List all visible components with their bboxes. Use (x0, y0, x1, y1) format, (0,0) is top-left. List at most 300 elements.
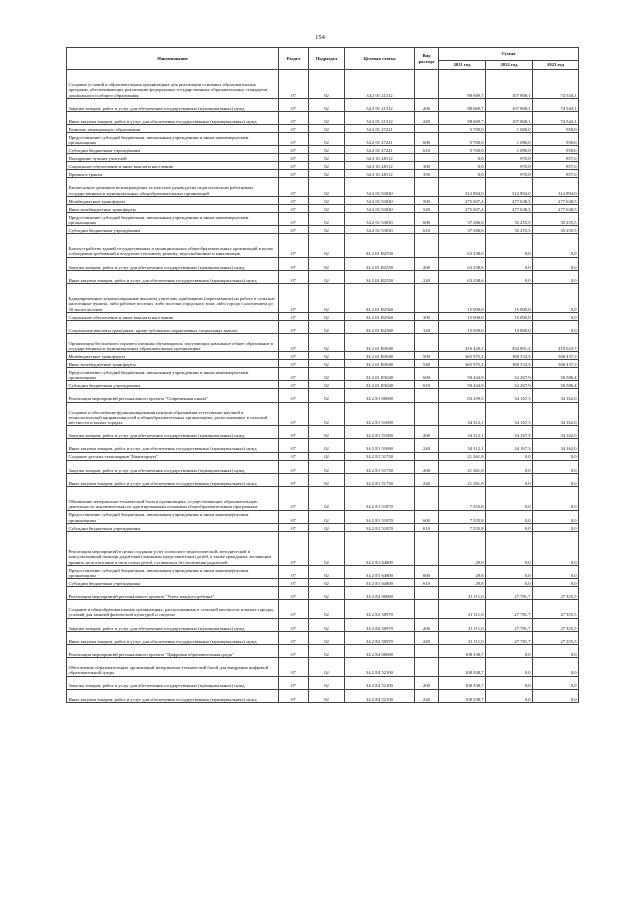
cell-2023: 857,0 (533, 170, 579, 178)
cell-2023: 74 544,1 (533, 111, 579, 124)
cell-name: Реализация мероприятий в целях создания услуг психолого-педагогической, методической и консультативной помощи родителям (законным представителям) детей, а также гражданам, желающим принять на воспитание в свои семьи детей, оставшихся без попечения родителей (67, 531, 279, 565)
cell-target: 34 2 E1 51730 (345, 460, 415, 473)
cell-target: 34 2 E1 64800 (345, 578, 415, 586)
cell-section: 07 (279, 523, 309, 531)
cell-subsection: 02 (309, 600, 345, 618)
cell-expense-type: 200 (415, 426, 439, 439)
cell-subsection: 02 (309, 402, 345, 426)
table-row (67, 146, 579, 154)
cell-2021: 5 700,0 (439, 133, 486, 146)
cell-expense-type: 610 (415, 523, 439, 531)
cell-section: 07 (279, 333, 309, 351)
cell-2022: 380 533,3 (486, 352, 533, 360)
cell-expense-type: 600 (415, 510, 439, 523)
cell-2023: 277 638,5 (533, 196, 579, 204)
table-row (67, 125, 579, 133)
cell-2022: 380 533,3 (486, 360, 533, 368)
cell-target: 34 2 E1 51730 (345, 473, 415, 486)
cell-2021: 416 420,3 (439, 333, 486, 351)
cell-subsection: 02 (309, 586, 345, 599)
cell-name: Предоставление субсидий бюджетным, автономным учреждениям и иным некоммерческим организациям (67, 510, 279, 523)
cell-2021: 63 238,6 (439, 233, 486, 257)
cell-expense-type: 600 (415, 565, 439, 578)
cell-section: 07 (279, 565, 309, 578)
cell-target: 34 2 01 R3040 (345, 333, 415, 351)
page-number: 154 (315, 34, 325, 41)
cell-2023: 35 255,5 (533, 225, 579, 233)
cell-2023: 0,0 (533, 487, 579, 511)
table-row (67, 204, 579, 212)
cell-2023: 27 355,5 (533, 631, 579, 644)
cell-name: Субсидии бюджетным учреждениям (67, 578, 279, 586)
cell-subsection: 02 (309, 196, 345, 204)
cell-subsection: 02 (309, 146, 345, 154)
cell-2021: 63 259,5 (439, 389, 486, 402)
cell-name: Развитие замещающего образования (67, 125, 279, 133)
cell-target: 34 2 E1 51870 (345, 510, 415, 523)
cell-subsection: 02 (309, 618, 345, 631)
cell-name: Организация бесплатного горячего питания обучающихся, получающих начальное общее образование в государственных и муниципальных образовательных организациях (67, 333, 279, 351)
cell-section: 07 (279, 676, 309, 689)
cell-name: Премии и гранты (67, 170, 279, 178)
cell-2022: 15 000,0 (486, 312, 533, 320)
cell-2021: 34 312,1 (439, 402, 486, 426)
cell-2021: 29,8 (439, 565, 486, 578)
cell-expense-type (415, 283, 439, 312)
cell-2021: 15 000,0 (439, 283, 486, 312)
cell-subsection: 02 (309, 531, 345, 565)
cell-subsection: 02 (309, 333, 345, 351)
table-row (67, 312, 579, 320)
cell-2021: 31 111,0 (439, 600, 486, 618)
cell-section: 07 (279, 233, 309, 257)
cell-2022: 1 080,0 (486, 125, 533, 133)
cell-subsection: 02 (309, 510, 345, 523)
cell-target: 34 2 E1 51690 (345, 439, 415, 452)
cell-2021: 0,0 (439, 154, 486, 162)
cell-2022: 34 167,3 (486, 402, 533, 426)
cell-name: Закупка товаров, работ и услуг для обеспечения государственных (муниципальных) нужд (67, 676, 279, 689)
cell-target: 34 2 01 R2560 (345, 320, 415, 333)
cell-expense-type (415, 178, 439, 196)
cell-expense-type (415, 70, 439, 99)
cell-2022: 0,0 (486, 689, 533, 702)
cell-2021: 88 669,7 (439, 98, 486, 111)
cell-2021: 88 669,7 (439, 111, 486, 124)
cell-2021: 5 700,0 (439, 146, 486, 154)
cell-subsection: 02 (309, 473, 345, 486)
table-row (67, 257, 579, 270)
cell-subsection: 02 (309, 381, 345, 389)
cell-2021: 5 700,0 (439, 125, 486, 133)
cell-2023: 34 162,0 (533, 426, 579, 439)
cell-section: 07 (279, 578, 309, 586)
cell-subsection: 02 (309, 460, 345, 473)
header-section: Раздел (279, 48, 309, 70)
cell-expense-type (415, 233, 439, 257)
cell-subsection: 02 (309, 487, 345, 511)
table-row (67, 162, 579, 170)
table-row (67, 360, 579, 368)
cell-2021: 0,0 (439, 162, 486, 170)
cell-2023: 0,0 (533, 676, 579, 689)
cell-subsection: 02 (309, 644, 345, 657)
cell-name: Закупка товаров, работ и услуг для обеспечения государственных (муниципальных) нужд (67, 98, 279, 111)
cell-2023: 27 355,5 (533, 586, 579, 599)
cell-section: 07 (279, 510, 309, 523)
cell-2021: 21 361,8 (439, 460, 486, 473)
cell-subsection: 02 (309, 125, 345, 133)
cell-2021: 50 444,9 (439, 368, 486, 381)
cell-subsection: 02 (309, 360, 345, 368)
cell-subsection: 02 (309, 523, 345, 531)
cell-2022: 35 255,5 (486, 212, 533, 225)
cell-expense-type: 350 (415, 170, 439, 178)
cell-expense-type: 610 (415, 146, 439, 154)
table-row (67, 381, 579, 389)
cell-2022: 52 267,9 (486, 368, 533, 381)
cell-expense-type (415, 658, 439, 676)
cell-expense-type: 240 (415, 473, 439, 486)
cell-2021: 29,8 (439, 531, 486, 565)
table-row (67, 154, 579, 162)
cell-subsection: 02 (309, 70, 345, 99)
cell-name: Обновление материально-технической базы в организациях, осуществляющих образовательную деятельность исключительно по адаптированным основным общеобразовательным программам (67, 487, 279, 511)
cell-2023: 34 162,0 (533, 439, 579, 452)
cell-section: 07 (279, 531, 309, 565)
cell-target: 34 2 01 R2560 (345, 312, 415, 320)
cell-2021: 365 975,4 (439, 360, 486, 368)
cell-target: 34 2 01 27221 (345, 133, 415, 146)
table-row (67, 320, 579, 333)
cell-section: 07 (279, 196, 309, 204)
cell-name: Предоставление субсидий бюджетным, автономным учреждениям и иным некоммерческим организациям (67, 212, 279, 225)
cell-subsection: 02 (309, 320, 345, 333)
cell-2022: 277 638,5 (486, 204, 533, 212)
cell-section: 07 (279, 473, 309, 486)
cell-2021: 108 338,7 (439, 658, 486, 676)
cell-2022: 0,0 (486, 473, 533, 486)
cell-2023: 27 355,5 (533, 618, 579, 631)
table-row (67, 689, 579, 702)
table-body (67, 70, 579, 703)
cell-name: Благоустройство зданий государственных и муниципальных общеобразовательных организаций в целях соблюдения требований к воздушно-тепловому режиму, водоснабжению и канализации (67, 233, 279, 257)
cell-2022: 0,0 (486, 531, 533, 565)
cell-section: 07 (279, 360, 309, 368)
table-row (67, 225, 579, 233)
cell-2022: 107 868,1 (486, 70, 533, 99)
cell-section: 07 (279, 381, 309, 389)
cell-2022: 27 781,7 (486, 586, 533, 599)
cell-section: 07 (279, 146, 309, 154)
cell-name: Создание в общеобразовательных организациях, расположенных в сельской местности и малых городах, условий для занятий физической культурой и спортом (67, 600, 279, 618)
cell-2023: 0,0 (533, 460, 579, 473)
table-row (67, 586, 579, 599)
cell-2022: 107 868,1 (486, 111, 533, 124)
cell-subsection: 02 (309, 352, 345, 360)
table-row (67, 565, 579, 578)
cell-name: Социальное обеспечение и иные выплаты населению (67, 312, 279, 320)
table-row (67, 70, 579, 99)
cell-2023: 0,0 (533, 689, 579, 702)
cell-target: 34 2 E1 51870 (345, 523, 415, 531)
header-target: Целевая статья (345, 48, 415, 70)
cell-section: 07 (279, 125, 309, 133)
cell-subsection: 02 (309, 178, 345, 196)
cell-name: Единовременные компенсационные выплаты учителям, прибывшим (переехавшим) на работу в сельские населенные пункты, либо рабочие поселки, либо поселки городского типа, либо города с населением до 50 тысяч человек (67, 283, 279, 312)
cell-2021: 63 238,6 (439, 257, 486, 270)
cell-section: 07 (279, 631, 309, 644)
cell-target: 34 2 01 27221 (345, 146, 415, 154)
cell-name: Субсидии бюджетным учреждениям (67, 523, 279, 531)
cell-2021: 275 607,4 (439, 196, 486, 204)
cell-2021: 7 555,8 (439, 510, 486, 523)
cell-2022: 107 868,1 (486, 98, 533, 111)
cell-2022: 432 801,2 (486, 333, 533, 351)
cell-2022: 27 781,7 (486, 618, 533, 631)
cell-2021: 108 338,7 (439, 676, 486, 689)
cell-subsection: 02 (309, 368, 345, 381)
cell-subsection: 02 (309, 439, 345, 452)
cell-name: Создание и обеспечение функционирования центров образования естественно-научной и технологической направленностей в общеобразовательных организациях, расположенных в сельской местности и малых городах (67, 402, 279, 426)
cell-name: Социальные выплаты гражданам, кроме публичных нормативных социальных выплат (67, 320, 279, 333)
cell-expense-type: 300 (415, 162, 439, 170)
cell-expense-type (415, 389, 439, 402)
table-row (67, 233, 579, 257)
table-row (67, 473, 579, 486)
cell-name: Межбюджетные трансферты (67, 196, 279, 204)
cell-2023: 74 544,1 (533, 98, 579, 111)
cell-expense-type (415, 125, 439, 133)
cell-2021: 31 111,0 (439, 618, 486, 631)
cell-2022: 970,0 (486, 154, 533, 162)
cell-section: 07 (279, 133, 309, 146)
cell-expense-type: 540 (415, 360, 439, 368)
cell-2023: 50 586,4 (533, 381, 579, 389)
table-row (67, 178, 579, 196)
cell-subsection: 02 (309, 270, 345, 283)
cell-target: 34 2 01 21312 (345, 98, 415, 111)
cell-2023: 312 894,0 (533, 178, 579, 196)
cell-2022: 0,0 (486, 510, 533, 523)
cell-target: 34 2 01 28112 (345, 170, 415, 178)
cell-target: 34 2 E4 52100 (345, 689, 415, 702)
cell-name: Закупка товаров, работ и услуг для обеспечения государственных (муниципальных) нужд (67, 426, 279, 439)
cell-section: 07 (279, 426, 309, 439)
budget-table (66, 47, 579, 703)
cell-target: 34 2 01 53030 (345, 178, 415, 196)
cell-section: 07 (279, 257, 309, 270)
header-expense-type: Вид расхода (415, 48, 439, 70)
cell-2023: 34 162,0 (533, 389, 579, 402)
cell-name: Предоставление субсидий бюджетным, автономным учреждениям и иным некоммерческим организациям (67, 565, 279, 578)
cell-2022: 15 000,0 (486, 320, 533, 333)
cell-subsection: 02 (309, 565, 345, 578)
cell-section: 07 (279, 352, 309, 360)
cell-target: 34 2 E4 00000 (345, 644, 415, 657)
cell-name: Иные межбюджетные трансферты (67, 204, 279, 212)
cell-section: 07 (279, 439, 309, 452)
cell-expense-type: 500 (415, 352, 439, 360)
table-row (67, 531, 579, 565)
table-row (67, 439, 579, 452)
cell-expense-type (415, 644, 439, 657)
cell-section: 07 (279, 600, 309, 618)
cell-2022: 0,0 (486, 676, 533, 689)
cell-expense-type (415, 531, 439, 565)
cell-2022: 970,0 (486, 170, 533, 178)
cell-section: 07 (279, 111, 309, 124)
table-row (67, 523, 579, 531)
cell-2022: 0,0 (486, 257, 533, 270)
table-row (67, 676, 579, 689)
table-row (67, 368, 579, 381)
cell-name: Реализация мероприятий регионального проекта "Успех каждого ребенка" (67, 586, 279, 599)
cell-2023: 950,0 (533, 146, 579, 154)
cell-2023: 857,0 (533, 162, 579, 170)
cell-target: 34 2 01 28112 (345, 162, 415, 170)
cell-2022: 35 255,5 (486, 225, 533, 233)
cell-name: Закупка товаров, работ и услуг для обеспечения государственных (муниципальных) нужд (67, 460, 279, 473)
cell-expense-type: 320 (415, 320, 439, 333)
cell-name: Субсидии бюджетным учреждениям (67, 146, 279, 154)
cell-2022: 312 894,0 (486, 178, 533, 196)
cell-2021: 34 312,1 (439, 439, 486, 452)
table-row (67, 283, 579, 312)
cell-2021: 108 338,7 (439, 644, 486, 657)
cell-section: 07 (279, 154, 309, 162)
header-subsection: Подраздел (309, 48, 345, 70)
cell-expense-type: 600 (415, 368, 439, 381)
cell-target: 34 2 E2 50970 (345, 618, 415, 631)
cell-name: Создание детских технопарков "Кванториум" (67, 452, 279, 460)
cell-2021: 29,8 (439, 578, 486, 586)
cell-2023: 0,0 (533, 320, 579, 333)
cell-section: 07 (279, 618, 309, 631)
cell-target: 34 2 01 27221 (345, 125, 415, 133)
cell-section: 07 (279, 689, 309, 702)
cell-2022: 52 267,9 (486, 381, 533, 389)
cell-expense-type: 610 (415, 578, 439, 586)
cell-2023: 950,0 (533, 125, 579, 133)
cell-expense-type (415, 452, 439, 460)
cell-section: 07 (279, 98, 309, 111)
cell-expense-type: 200 (415, 618, 439, 631)
cell-section: 07 (279, 402, 309, 426)
cell-2023: 0,0 (533, 233, 579, 257)
cell-target: 34 2 01 53030 (345, 204, 415, 212)
cell-2022: 0,0 (486, 578, 533, 586)
cell-section: 07 (279, 460, 309, 473)
cell-name: Создание условий в образовательных организациях для реализации основных образовательных программ, обеспечивающих реализацию федеральных государственных образовательных стандартов дошкольного и общего образования (67, 70, 279, 99)
cell-section: 07 (279, 178, 309, 196)
cell-2023: 0,0 (533, 510, 579, 523)
header-2021: 2021 год (439, 61, 486, 70)
cell-expense-type: 600 (415, 212, 439, 225)
cell-2021: 34 312,1 (439, 426, 486, 439)
cell-section: 07 (279, 644, 309, 657)
cell-2023: 74 544,1 (533, 70, 579, 99)
table-row (67, 270, 579, 283)
cell-subsection: 02 (309, 154, 345, 162)
cell-subsection: 02 (309, 133, 345, 146)
cell-expense-type: 240 (415, 631, 439, 644)
cell-name: Субсидии бюджетным учреждениям (67, 225, 279, 233)
cell-expense-type (415, 487, 439, 511)
header-2023: 2023 год (533, 61, 579, 70)
cell-name: Иные закупки товаров, работ и услуг для обеспечения государственных (муниципальных) нужд (67, 111, 279, 124)
cell-2022: 27 781,7 (486, 600, 533, 618)
cell-section: 07 (279, 658, 309, 676)
cell-target: 34 2 01 53030 (345, 225, 415, 233)
cell-subsection: 02 (309, 312, 345, 320)
cell-subsection: 02 (309, 98, 345, 111)
cell-2022: 0,0 (486, 523, 533, 531)
cell-2023: 857,0 (533, 154, 579, 162)
cell-2023: 0,0 (533, 644, 579, 657)
cell-expense-type (415, 600, 439, 618)
cell-2023: 0,0 (533, 283, 579, 312)
cell-name: Субсидии бюджетным учреждениям (67, 381, 279, 389)
cell-2022: 1 080,0 (486, 133, 533, 146)
cell-2021: 31 111,0 (439, 586, 486, 599)
header-2022: 2022 год (486, 61, 533, 70)
cell-subsection: 02 (309, 426, 345, 439)
cell-name: Предоставление субсидий бюджетным, автономным учреждениям и иным некоммерческим организациям (67, 133, 279, 146)
table-row (67, 510, 579, 523)
cell-name: Иные закупки товаров, работ и услуг для обеспечения государственных (муниципальных) нужд (67, 631, 279, 644)
header-sum: Сумма (439, 48, 579, 61)
cell-subsection: 02 (309, 170, 345, 178)
cell-2022: 970,0 (486, 162, 533, 170)
cell-2021: 0,0 (439, 170, 486, 178)
cell-subsection: 02 (309, 225, 345, 233)
cell-name: Ежемесячное денежное вознаграждение за классное руководство педагогическим работникам государственных и муниципальных общеобразовательных организаций (67, 178, 279, 196)
cell-expense-type: 240 (415, 111, 439, 124)
table-row (67, 631, 579, 644)
cell-target: 34 2 E4 52100 (345, 676, 415, 689)
cell-2022: 0,0 (486, 270, 533, 283)
cell-2023: 0,0 (533, 270, 579, 283)
table-row (67, 170, 579, 178)
cell-2021: 63 238,6 (439, 270, 486, 283)
cell-section: 07 (279, 283, 309, 312)
cell-name: Закупка товаров, работ и услуг для обеспечения государственных (муниципальных) нужд (67, 618, 279, 631)
cell-2023: 50 586,4 (533, 368, 579, 381)
cell-section: 07 (279, 487, 309, 511)
cell-target: 34 2 01 R3040 (345, 360, 415, 368)
cell-2022: 27 781,7 (486, 631, 533, 644)
cell-2022: 1 080,0 (486, 146, 533, 154)
cell-section: 07 (279, 368, 309, 381)
cell-2023: 0,0 (533, 452, 579, 460)
cell-expense-type: 610 (415, 381, 439, 389)
cell-subsection: 02 (309, 689, 345, 702)
cell-2022: 34 167,3 (486, 426, 533, 439)
cell-expense-type: 600 (415, 133, 439, 146)
table-row (67, 460, 579, 473)
cell-2021: 37 286,6 (439, 225, 486, 233)
cell-name: Поощрение лучших учителей (67, 154, 279, 162)
cell-2023: 419 023,7 (533, 333, 579, 351)
cell-section: 07 (279, 320, 309, 333)
table-row (67, 333, 579, 351)
cell-expense-type: 240 (415, 689, 439, 702)
cell-2021: 31 111,0 (439, 631, 486, 644)
cell-2023: 0,0 (533, 523, 579, 531)
cell-2021: 15 000,0 (439, 312, 486, 320)
cell-subsection: 02 (309, 233, 345, 257)
